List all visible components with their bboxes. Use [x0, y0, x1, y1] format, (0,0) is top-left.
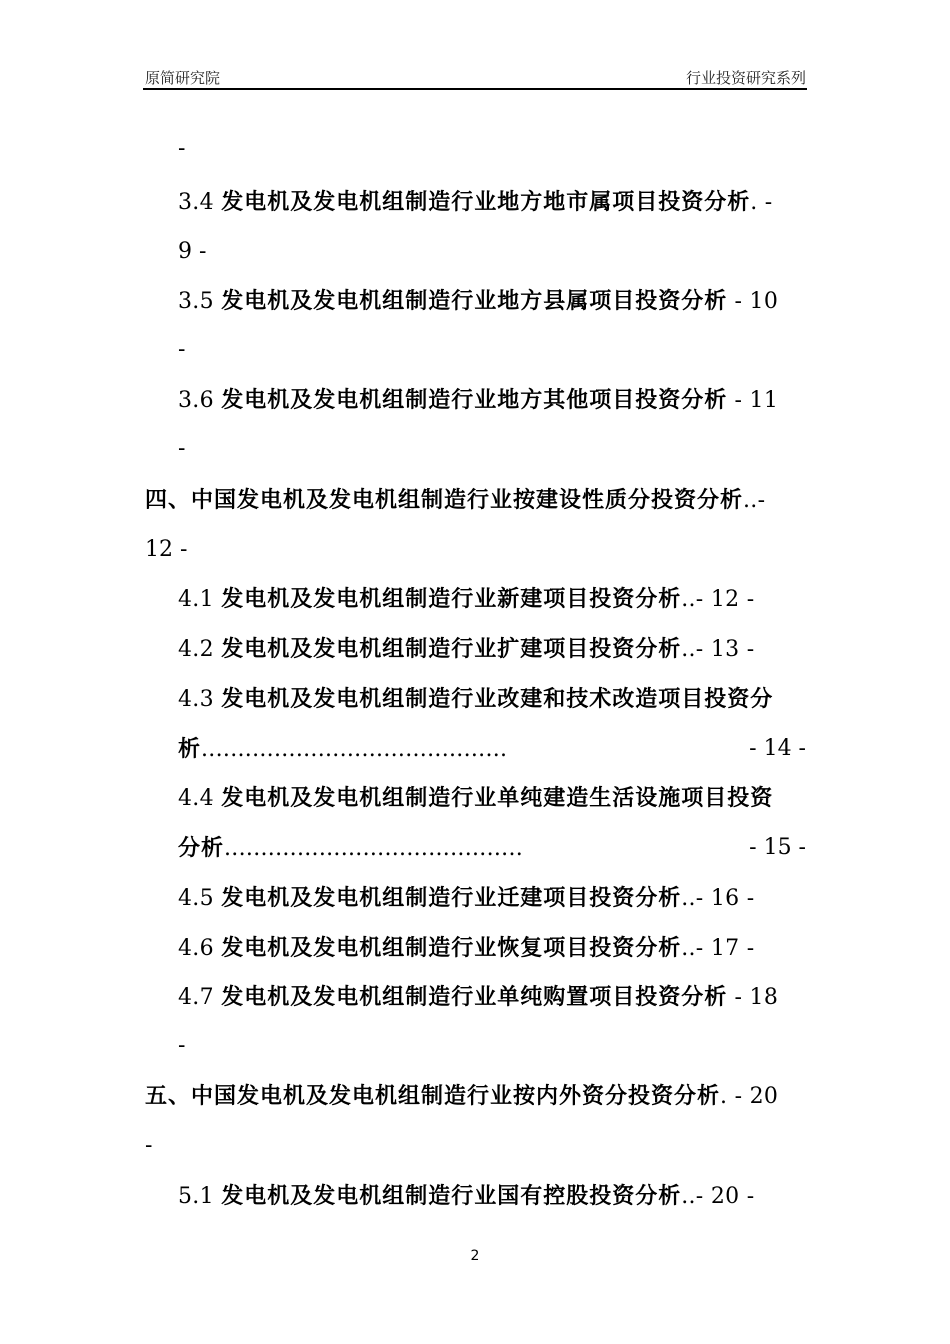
toc-section-5-cont: - — [145, 1133, 153, 1158]
toc-tail: - 18 — [734, 985, 779, 1010]
toc-title: 发电机及发电机组制造行业迁建项目投资分析 — [221, 885, 682, 911]
page-number: 2 — [470, 1248, 480, 1264]
toc-entry-4-4[interactable] — [178, 785, 773, 812]
toc-entry-4-7[interactable] — [178, 984, 778, 1011]
toc-entry-4-6[interactable] — [178, 935, 754, 962]
toc-tail: ..- 20 - — [681, 1184, 755, 1209]
toc-number: 4.6 — [178, 936, 214, 961]
toc-entry-4-7-cont: - — [178, 1033, 186, 1058]
toc-entry-3-6[interactable] — [178, 387, 778, 414]
toc-section-4[interactable] — [145, 487, 765, 514]
toc-entry-3-6-cont: - — [178, 436, 186, 461]
toc-entry-4-2[interactable] — [178, 636, 754, 663]
toc-entry-5-1[interactable] — [178, 1183, 754, 1210]
toc-number: 4.3 — [178, 687, 214, 712]
toc-tail: ..- 17 - — [681, 936, 755, 961]
header-right-series: 行业投资研究系列 — [685, 69, 806, 87]
toc-title: 发电机及发电机组制造行业地方县属项目投资分析 — [221, 288, 728, 314]
toc-tail: . - 20 — [720, 1084, 779, 1109]
toc-number: 3.4 — [178, 190, 214, 215]
toc-title: 发电机及发电机组制造行业地方其他项目投资分析 — [221, 387, 728, 413]
toc-title-cont: 分析 — [178, 835, 225, 861]
toc-number: 4.4 — [178, 786, 214, 811]
toc-tail: ..- 16 - — [681, 886, 755, 911]
toc-entry-3-4-cont: 9 - — [178, 239, 207, 264]
toc-tail: - 10 — [734, 289, 779, 314]
toc-number: 4.1 — [178, 587, 214, 612]
toc-title: 发电机及发电机组制造行业扩建项目投资分析 — [221, 636, 682, 662]
toc-title: 五、中国发电机及发电机组制造行业按内外资分投资分析 — [145, 1083, 721, 1109]
toc-tail: ..- — [743, 488, 766, 513]
toc-entry-3-4[interactable] — [178, 189, 773, 216]
toc-number: 3.5 — [178, 289, 214, 314]
toc-leader-dots: .......................................... — [201, 737, 508, 762]
toc-title: 发电机及发电机组制造行业新建项目投资分析 — [221, 586, 682, 612]
toc-number: 3.6 — [178, 388, 214, 413]
toc-title: 发电机及发电机组制造行业改建和技术改造项目投资分 — [221, 686, 774, 712]
toc-title: 四、中国发电机及发电机组制造行业按建设性质分投资分析 — [145, 487, 744, 513]
toc-entry-4-5[interactable] — [178, 885, 754, 912]
toc-tail: ..- 12 - — [681, 587, 755, 612]
toc-title: 发电机及发电机组制造行业国有控股投资分析 — [221, 1183, 682, 1209]
toc-continuation: - — [178, 136, 186, 161]
toc-title: 发电机及发电机组制造行业单纯购置项目投资分析 — [221, 984, 728, 1010]
toc-entry-4-3[interactable] — [178, 686, 773, 713]
toc-title-cont: 析 — [178, 736, 202, 762]
toc-title: 发电机及发电机组制造行业单纯建造生活设施项目投资 — [221, 785, 774, 811]
toc-tail: ..- 13 - — [681, 637, 755, 662]
toc-entry-3-5[interactable] — [178, 288, 778, 315]
toc-number: 4.5 — [178, 886, 214, 911]
header-rule — [143, 88, 807, 90]
toc-entry-4-4-cont — [178, 835, 523, 862]
toc-section-4-cont: 12 - — [145, 537, 188, 562]
toc-entry-3-5-cont: - — [178, 337, 186, 362]
toc-section-5[interactable] — [145, 1083, 778, 1110]
toc-title: 发电机及发电机组制造行业地方地市属项目投资分析 — [221, 189, 751, 215]
toc-entry-4-1[interactable] — [178, 586, 754, 613]
toc-number: 4.2 — [178, 637, 214, 662]
header-left-org: 原简研究院 — [145, 69, 221, 87]
toc-number: 5.1 — [178, 1184, 214, 1209]
toc-entry-4-3-cont — [178, 736, 507, 763]
toc-title: 发电机及发电机组制造行业恢复项目投资分析 — [221, 935, 682, 961]
toc-tail: . - — [750, 190, 773, 215]
toc-tail: - 11 — [734, 388, 779, 413]
toc-entry-4-3-page: - 14 - — [749, 736, 806, 761]
toc-number: 4.7 — [178, 985, 214, 1010]
toc-entry-4-4-page: - 15 - — [749, 835, 806, 860]
toc-leader-dots: ......................................... — [224, 836, 524, 861]
